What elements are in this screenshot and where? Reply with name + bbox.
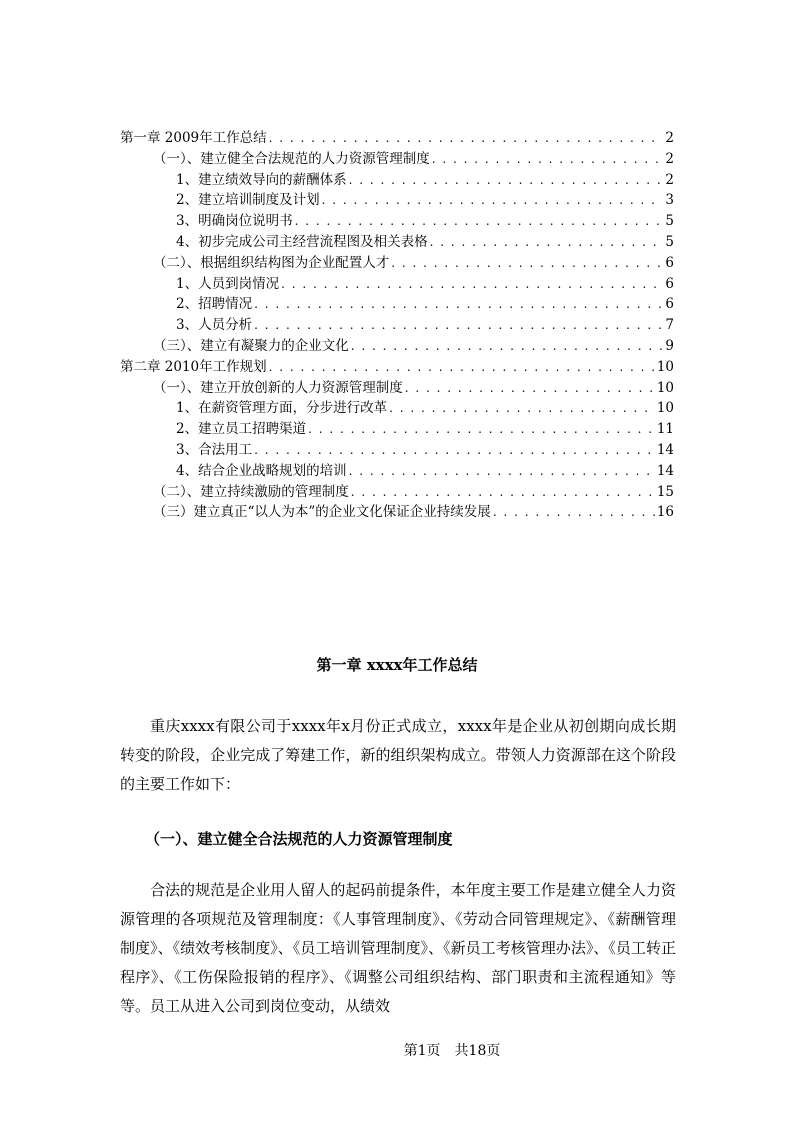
toc-leader-dots [493,502,655,523]
toc-entry[interactable] [120,419,674,440]
toc-entry-title: 1、建立绩效导向的薪酬体系 [176,171,347,188]
toc-entry[interactable] [120,502,674,523]
toc-entry-title: （二）、根据组织结构图为企业配置人才 [153,254,390,271]
toc-page-number: 7 [665,317,674,334]
section-heading: （一）、建立健全合法规范的人力资源管理制度 [145,830,453,848]
toc-leader-dots [351,336,664,357]
toc-page-number: 5 [665,213,674,230]
toc-entry-title: （二）、建立持续激励的管理制度 [153,483,349,500]
toc-page-number: 15 [656,483,674,500]
toc-entry-title: 4、结合企业战略规划的培训 [176,462,347,479]
toc-leader-dots [405,378,655,399]
toc-page-number: 2 [665,150,674,167]
toc-entry[interactable] [120,149,674,170]
toc-entry[interactable] [120,294,674,315]
toc-page-number: 11 [656,421,674,438]
toc-entry-title: 1、在薪资管理方面，分步进行改革 [176,400,388,417]
toc-entry[interactable] [120,357,674,378]
toc-entry-title: 3、合法用工 [176,441,253,458]
toc-page-number: 16 [656,504,674,521]
toc-leader-dots [254,294,663,315]
toc-leader-dots [349,461,655,482]
toc-page-number: 14 [656,462,674,479]
toc-leader-dots [269,128,664,149]
toc-leader-dots [308,419,655,440]
toc-entry[interactable] [120,253,674,274]
toc-entry[interactable] [120,378,674,399]
toc-entry-title: 2、建立员工招聘渠道 [176,421,307,438]
toc-leader-dots [430,232,664,253]
toc-leader-dots [349,170,664,191]
toc-page-number: 6 [665,275,674,292]
toc-page-number: 3 [665,192,674,209]
toc-page-number: 5 [665,233,674,250]
toc-entry-title: 2、建立培训制度及计划 [176,192,320,209]
toc-entry-title: 第一章 2009年工作总结 [120,130,267,146]
toc-page-number: 14 [656,441,674,458]
chapter-title: 第一章 xxxx年工作总结 [316,656,478,674]
toc-entry[interactable] [120,461,674,482]
toc-entry-title: （一）、建立开放创新的人力资源管理制度 [153,379,403,396]
toc-page-number: 10 [656,358,674,375]
toc-leader-dots [269,357,655,378]
toc-entry-title: （三）建立真正“以人为本”的企业文化保证企业持续发展 [153,504,491,521]
page-footer: 第1页 共18页 [403,1043,501,1059]
toc-entry[interactable] [120,170,674,191]
toc-entry[interactable] [120,398,674,419]
toc-entry[interactable] [120,315,674,336]
toc-leader-dots [254,440,655,461]
section-paragraph: 合法的规范是企业用人留人的起码前提条件，本年度主要工作是建立健全人力资源管理的各项规范及管理制度：《人事管理制度》、《劳动合同管理规定》、《薪酬管理制度》、《绩效考核制度》、《员工培训管理制度》、《新员工考核管理办法》、《员工转正程序》、《工伤保险报销的程序》、《调整公司组织结构、部门职责和主流程通知》等等。员工从进入公司到岗位变动，从绩效 [120,881,676,1015]
toc-page-number: 10 [656,400,674,417]
toc-entry-title: （三）、建立有凝聚力的企业文化 [153,337,349,354]
toc-entry-title: 3、明确岗位说明书 [176,213,293,230]
toc-leader-dots [432,149,664,170]
toc-page-number: 6 [665,296,674,313]
toc-page-number: 2 [665,171,674,188]
toc-entry[interactable] [120,482,674,503]
toc-entry[interactable] [120,211,674,232]
toc-entry[interactable] [120,232,674,253]
toc-leader-dots [351,482,655,503]
toc-leader-dots [281,274,663,295]
toc-page-number: 2 [665,130,674,146]
toc-entry-title: 第二章 2010年工作规划 [120,358,267,375]
toc-entry[interactable] [120,190,674,211]
toc-leader-dots [391,253,663,274]
toc-leader-dots [295,211,664,232]
toc-entry[interactable] [120,440,674,461]
toc-page-number: 10 [656,379,674,396]
toc-entry-title: 3、人员分析 [176,317,253,334]
toc-entry-title: 2、招聘情况 [176,296,253,313]
toc-leader-dots [322,190,664,211]
toc-page-number: 6 [665,254,674,271]
toc-entry-title: 4、初步完成公司主经营流程图及相关表格 [176,233,428,250]
toc-entry[interactable] [120,274,674,295]
table-of-contents [120,128,674,523]
toc-entry-title: 1、人员到岗情况 [176,275,280,292]
toc-entry-title: （一）、建立健全合法规范的人力资源管理制度 [153,150,430,167]
intro-paragraph: 重庆xxxx有限公司于xxxx年x月份正式成立，xxxx年是企业从初创期向成长期转变的阶段，企业完成了筹建工作，新的组织架构成立。带领人力资源部在这个阶段的主要工作如下： [120,717,676,793]
toc-page-number: 9 [665,337,674,354]
toc-entry[interactable] [120,336,674,357]
toc-leader-dots [254,315,663,336]
toc-leader-dots [389,398,655,419]
toc-entry[interactable] [120,128,674,149]
